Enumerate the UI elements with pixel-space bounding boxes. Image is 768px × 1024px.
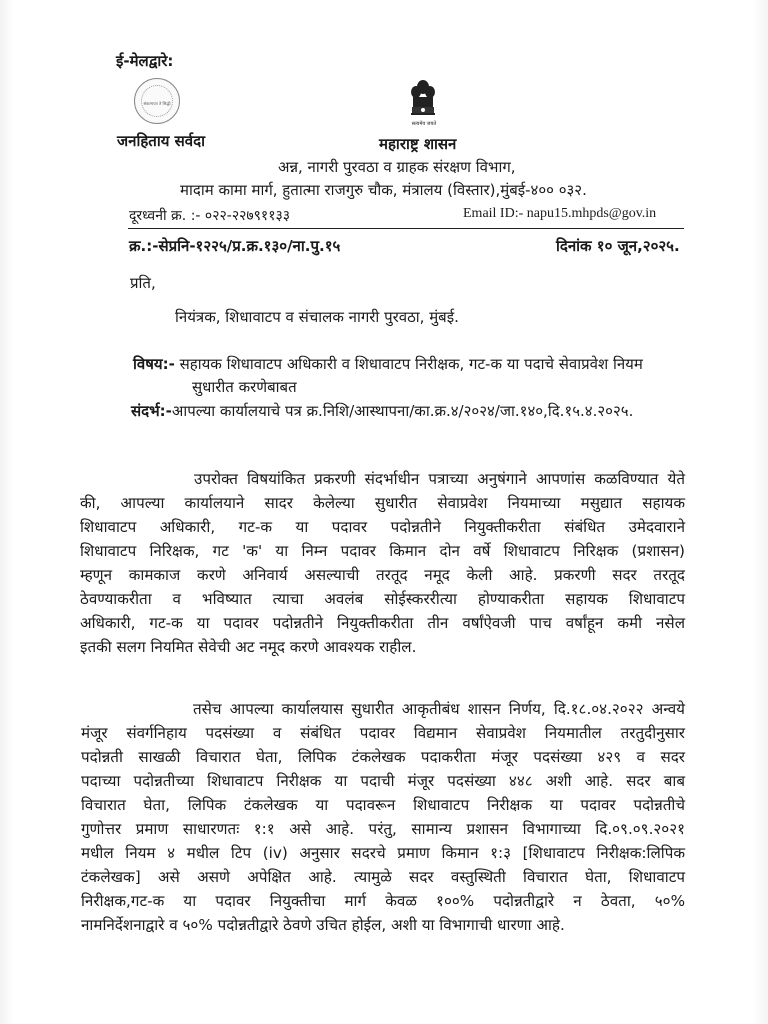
- body-paragraph-1: [80, 467, 685, 659]
- department-address: मादाम कामा मार्ग, हुतात्मा राजगुरु चौक, मंत्रालय (विस्तार),मुंबई-४०० ०३२.: [180, 181, 587, 199]
- paragraph-line: उपरोक्त विषयांकित प्रकरणी संदर्भाधीन पत्राच्या अनुषंगाने आपणांस कळविण्यात येते: [194, 470, 685, 488]
- to-label: प्रति,: [130, 274, 156, 292]
- department-logo-icon: [134, 78, 180, 124]
- subject-text: सहायक शिधावाटप अधिकारी व शिधावाटप निरीक्षक, गट-क या पदाचे सेवाप्रवेश नियम: [174, 355, 643, 373]
- paragraph-line: तसेच आपल्या कार्यालयास सुधारीत आकृतीबंध शासन निर्णय, दि.१८.०४.२०२२ अन्वये: [193, 700, 685, 718]
- paragraph-line: मधील नियम ४ मधील टिप (iv) अनुसार सदरचे प्रमाण किमान १:३ [शिधावाटप निरीक्षक:लिपिक: [81, 844, 685, 862]
- paragraph-line: नामनिर्देशनाद्वारे व ५०% पदोन्नतीद्वारे ठेवणे उचित होईल, अशी या विभागाची धारणा आहे.: [81, 916, 565, 934]
- paragraph-line: की, आपल्या कार्यालयाने सादर केलेल्या सुधारीत सेवाप्रवेश नियमाच्या मसुद्यात सहायक: [80, 494, 685, 512]
- phone-number: दूरध्वनी क्र. :- ०२२-२२७९११३३: [129, 208, 291, 224]
- paragraph-line: ठेवण्याकरीता व भविष्यात त्याचा अवलंब सोईस्कररीत्या होण्याकरीता सहायक शिधावाटप: [80, 590, 685, 608]
- reference-label: संदर्भ:-: [131, 402, 172, 420]
- emblem-motto: सत्यमेव जयते: [411, 121, 437, 127]
- paragraph-line: शिधावाटप निरिक्षक, गट 'क' या निम्न पदावर किमान दोन वर्षे शिधावाटप निरिक्षक (प्रशासन): [80, 542, 685, 560]
- paragraph-line: म्हणून कामकाज करणे अनिवार्य असल्याची तरतूद नमूद केली आहे. प्रकरणी सदर तरतूद: [80, 566, 685, 584]
- paragraph-line: विचारात घेता, लिपिक टंकलेखक या पदावरून शिधावाटप निरीक्षक या पदावर पदोन्नतीचे: [81, 796, 685, 814]
- paragraph-line: अधिकारी, गट-क या पदावर पदोन्नतीने नियुक्तीकरीता तीन वर्षांऐवजी पाच वर्षांहून कमी नसेल: [80, 614, 685, 632]
- paragraph-line: पदोन्नती साखळी विचारात घेता, लिपिक टंकलेखक पदाकरीता मंजूर पदसंख्या ४२९ व सदर: [81, 748, 685, 766]
- subject-line: [133, 354, 643, 374]
- reference-number: क्र.:-सेप्रनि-१२२५/प्र.क्र.१३०/ना.पु.१५: [129, 237, 341, 255]
- paragraph-line: निरीक्षक,गट-क या पदावर नियुक्तीचा मार्ग केवळ १००% पदोन्नतीद्वारे न ठेवता, ५०%: [81, 892, 685, 910]
- reference-text: आपल्या कार्यालयाचे पत्र क्र.निशि/आस्थापना/का.क्र.४/२०२४/जा.१४०,दि.१५.४.२०२५.: [171, 402, 634, 420]
- letter-date: दिनांक १० जून,२०२५.: [556, 237, 680, 255]
- body-paragraph-2: [81, 697, 685, 937]
- department-name: अन्न, नागरी पुरवठा व ग्राहक संरक्षण विभाग,: [278, 158, 516, 176]
- department-logo-text: संकल्पपत्र ते सिद्धी: [143, 101, 171, 106]
- paragraph-line: टंकलेखक] असे असणे अपेक्षित आहे. त्यामुळे सदर वस्तुस्थिती विचारात घेता, शिधावाटप: [81, 868, 685, 886]
- reference-line: [131, 401, 633, 421]
- paragraph-line: गुणोत्तर प्रमाण साधारणतः १:१ असे आहे. परंतु, सामान्य प्रशासन विभागाच्या दि.०९.०९.२०२१: [81, 820, 685, 838]
- paragraph-line: शिधावाटप अधिकारी, गट-क या पदावर पदोन्नतीने नियुक्तीकरीता संबंधित उमेदवाराने: [80, 518, 685, 536]
- paragraph-line: इतकी सलग नियमित सेवेची अट नमूद करणे आवश्यक राहील.: [80, 638, 417, 656]
- subject-label: विषय:-: [133, 355, 175, 373]
- paragraph-line: पदाच्या पदोन्नतीच्या शिधावाटप निरीक्षक या पदाची मंजूर पदसंख्या ४४८ अशी आहे. सदर बाब: [81, 772, 685, 790]
- email-address: Email ID:- napu15.mhpds@gov.in: [463, 206, 657, 221]
- recipient-name: नियंत्रक, शिधावाटप व संचालक नागरी पुरवठा, मुंबई.: [175, 308, 459, 326]
- email-via-label: ई-मेलद्वारे:: [116, 52, 174, 70]
- header-divider: [128, 228, 684, 229]
- paragraph-line: मंजूर संवर्गनिहाय पदसंख्या व संबंधित पदावर विद्यमान सेवाप्रवेश नियमातील तरतुदीनुसार: [81, 724, 685, 742]
- subject-continuation: सुधारीत करणेबाबत: [192, 378, 297, 396]
- government-title: महाराष्ट्र शासन: [379, 135, 457, 153]
- motto-text: जनहिताय सर्वदा: [117, 132, 205, 150]
